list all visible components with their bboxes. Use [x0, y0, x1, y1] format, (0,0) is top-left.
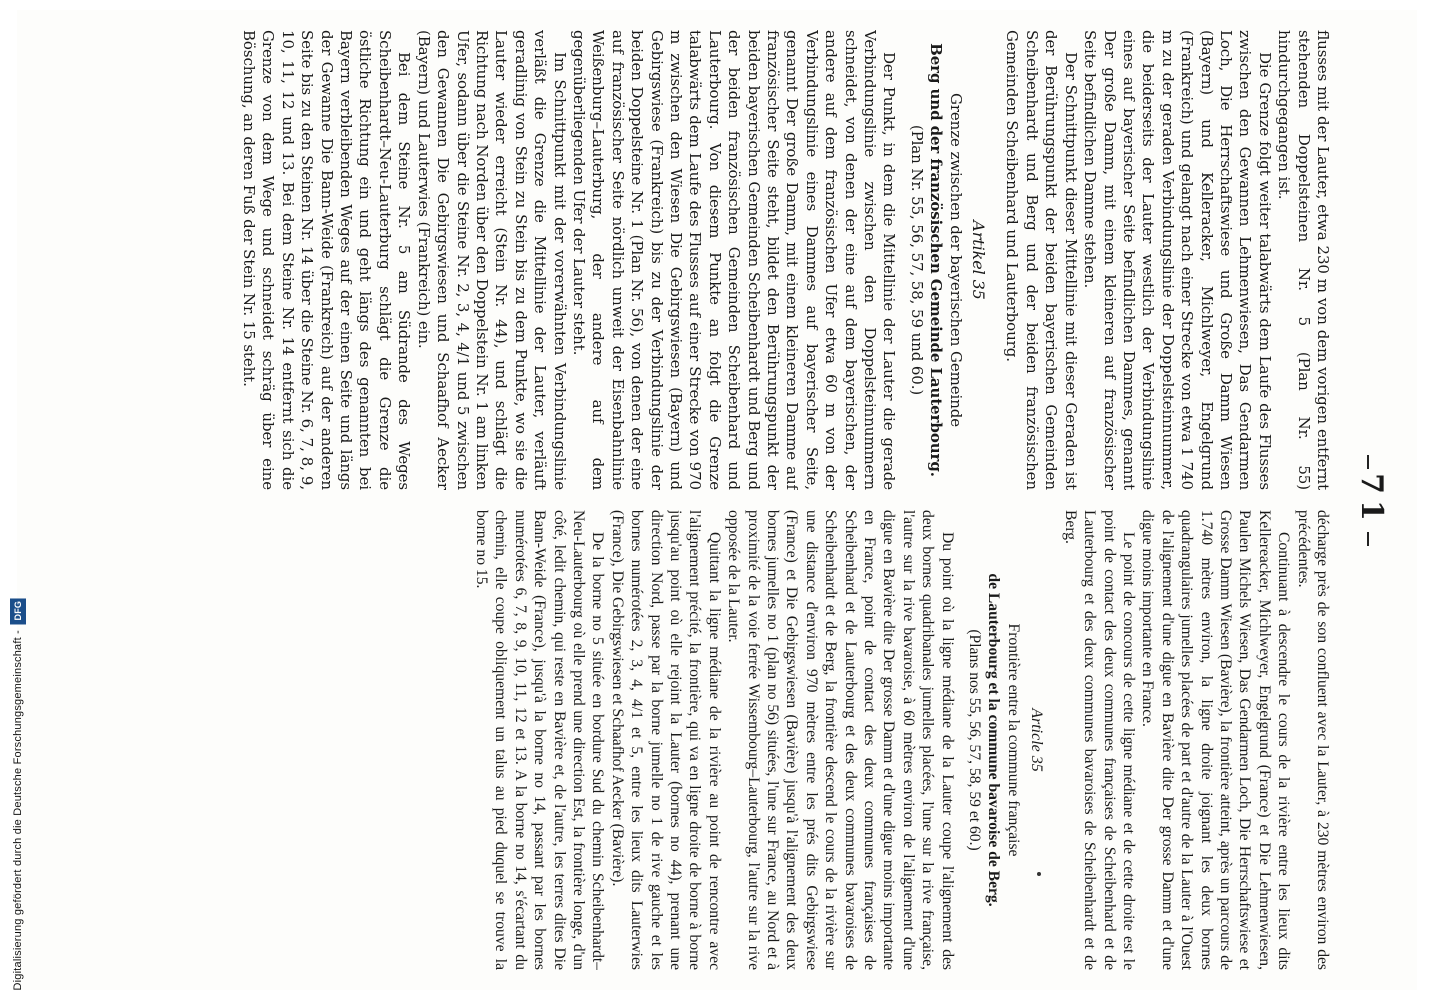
- page-number: 71: [1354, 473, 1389, 527]
- french-article-title: [965, 510, 1023, 970]
- german-paragraph-2: Der Schnittpunkt dieser Mittellinie mit dieser Geraden ist der Berührungspunkt der beiden bayerischen Gemeinden Scheibenhardt und Berg und der beiden französischen Gemeinden Scheibenhard und Lauterbourg.: [1003, 30, 1080, 490]
- rotated-page: [17, 10, 1417, 990]
- german-article-title: [906, 30, 964, 490]
- french-title-line-2: de Lauterbourg et la commune bavaroise de Berg.: [985, 573, 1003, 907]
- german-paragraph-3: Der Punkt, in dem die Mittellinie der Lauter die gerade Verbindungslinie zwischen den Doppelsteinnummern schneidet, von denen der eine auf dem bayerischen, der andere auf dem französischen Ufer etwa 60 m von der Verbindungslinie eines Dammes auf bayerischer Seite, genannt Der große Damm, mit einem kleineren Damme auf französischer Seite steht, bildet den Berührungspunkt der beiden bayerischen Gemeinden Scheibenhardt und Berg und der beiden französischen Gemeinden Scheibenhard und Lauterbourg. Von diesem Punkte an folgt die Grenze talabwärts dem Laufe des Flusses auf einer Strecke von 970 m zwischen den Wiesen Die Gebirgswiesen (Bayern) und Gebirgswiese (Frankreich) bis zu der Verbindungslinie der beiden Doppelsteine Nr. 1 (Plan Nr. 56), von denen der eine auf französischer Seite nördlich unweit der Eisenbahnlinie Weißenburg–Lauterburg, der andere auf dem gegenüberliegenden Ufer der Lauter steht.: [569, 30, 899, 490]
- dfg-logo-text: DFG: [13, 600, 23, 621]
- german-title-line-3: (Plan Nr. 55, 56, 57, 58, 59 und 60.): [907, 124, 926, 396]
- french-paragraph-3: Du point où la ligne médiane de la Lauter coupe l'alignement des deux bornes quadribanales jumelles placées, l'une sur la rive française, l'autre sur la rive bavaroise, à 60 mètres environ de l'alignement d'une digue en Bavière dite Der grosse Damm et d'une digue moins importante en France, point de contact des deux communes françaises de Scheibenhard et de Lauterbourg et des deux communes bavaroises de Scheibenhardt et de Berg, la frontière descend le cours de la rivière sur une distance d'environ 970 mètres entre les prés dits Gebirgswiese (France) et Die Gebirgswiesen (Bavière) jusqu'à l'alignement des deux bornes jumelles no 1 (plan no 56) situées, l'une sur France, au Nord et à proximité de la voie ferrée Wissembourg–Lauterbourg, l'autre sur la rive opposée de la Lauter.: [725, 510, 956, 970]
- german-title-line-1: Grenze zwischen der bayerischen Gemeinde: [946, 92, 965, 428]
- french-intro: décharge près de son confluent avec la Lauter, à 230 mètres environ des précédentes.: [1294, 510, 1331, 970]
- german-article-heading: Artikel 35: [969, 220, 989, 300]
- digitization-credit: [10, 598, 26, 990]
- german-column: [42, 30, 1332, 490]
- german-paragraph-5: Bei dem Steine Nr. 5 am Südrande des Weges Scheibenhardt–Neu-Lauterburg schlägt die Grenze die östliche Richtung ein und geht längs des genannten bei Bayern verbleibenden Weges auf der einen Seite und längs der Gewanne Die Bann-Weide (Frankreich) auf der anderen Seite bis zu den Steinen Nr. 14 über die Steine Nr. 6, 7, 8, 9, 10, 11, 12 und 13. Bei dem Steine Nr. 14 entfernt sich die Grenze von dem Wege und schneidet schräg über eine Böschung, an deren Fuß der Stein Nr. 15 steht.: [240, 30, 414, 490]
- digitization-credit-text: Digitalisierung gefördert durch die Deutsche Forschungsgemeinschaft -: [12, 629, 24, 990]
- french-column: [42, 510, 1332, 970]
- french-title-line-3: (Plans nos 55, 56, 57, 58, 59 et 60.): [966, 629, 984, 851]
- french-title-line-1: Frontière entre la commune française: [1004, 623, 1022, 857]
- german-paragraph-4: Im Schnittpunkt mit der vorerwähnten Verbindungslinie verläßt die Grenze die Mittellinie der Lauter, verläuft geradlinig von Stein zu Stein bis zu dem Punkte, wo sie die Lauter wieder erreicht (Stein Nr. 44), und schlägt die Richtung nach Norden über den Doppelstein Nr. 1 am linken Ufer, sodann über die Steine Nr. 2, 3, 4, 4/1 und 5 zwischen den Gewannen Die Gebirgswiesen und Schaafhof Aecker (Bayern) und Lauterwies (Frankreich) ein.: [414, 30, 569, 490]
- french-paragraph-4: Quittant la ligne médiane de la rivière au point de rencontre avec l'alignement précité, la frontière, qui va en ligne droite de borne à borne jusqu'au point où elle rejoint la Lauter (bornes no 44), prenant une direction Nord, passe par la borne jumelle no 1 de rive gauche et les bornes numérotées 2, 3, 4, 4/1 et 5, entre les lieux dits Lauterwies (France), Die Gebirgswiesen et Schaafhof Aecker (Bavière).: [608, 510, 723, 970]
- page-number-dash-right: [1367, 532, 1369, 546]
- german-paragraph-1: Die Grenze folgt weiter talabwärts dem Laufe des Flusses zwischen den Gewannen Lehmenwiesen, Das Gendarmen Loch, Die Herrschaftswiese und Große Damm Wiesen (Bayern) und Kelleracker, Michlweyer, Engelgrund (Frankreich) und gelangt nach einer Strecke von etwa 1 740 m zu der geraden Verbindungslinie der Doppelsteinnummer, die beiderseits der Lauter westlich der Verbindungslinie eines auf bayerischer Seite befindlichen Dammes, genannt Der große Damm, mit einem kleineren auf französischer Seite befindlichen Damme stehen.: [1081, 30, 1274, 490]
- french-article-heading: Article 35: [1028, 708, 1046, 772]
- dfg-logo-icon: [10, 598, 26, 624]
- german-title-line-2: Berg und der französischen Gemeinde Lauterbourg.: [927, 43, 946, 477]
- french-paragraph-1: Continuant à descendre le cours de la rivière entre les lieux dits Kellereacker, Michlweyer, Engelgrund (France) et Die Lehmenwiesen, Paulen Michels Wiesen, Das Gendarmen Loch, Die Herrschaftswiese et Grosse Damm Wiesen (Bavière), la frontière atteint, après un parcours de 1.740 mètres environ, la ligne droite joignant les deux bornes quadrangulaires jumelles placées de part et d'autre de la Lauter à l'Ouest de l'alignement d'une digue en Bavière dite Der grosse Damm et d'une digue moins importante en France.: [1139, 510, 1293, 970]
- german-intro: flusses mit der Lauter, etwa 230 m von dem vorigen entfernt stehenden Doppelsteinen Nr. 5 (Plan Nr. 55) hindurchgegangen ist.: [1275, 30, 1332, 490]
- french-paragraph-2: Le point de concours de cette ligne médiane et de cette droite est le point de contact des deux communes françaises de Scheibenhard et de Lauterbourg et des deux communes bavaroises de Scheibenhardt et de Berg.: [1061, 510, 1137, 970]
- french-paragraph-5: De la borne no 5 située en bordure Sud du chemin Scheibenhardt–Neu-Lauterbourg où elle prend une direction Est, la frontière longe, d'un côté, ledit chemin, qui reste en Bavière et, de l'autre, les terres dites Die Bann-Weide (France), jusqu'à la borne no 14, passant par les bornes numérotées 6, 7, 8, 9, 10, 11, 12 et 13. A la borne no 14, s'écartant du chemin, elle coupe obliquement un talus au pied duquel se trouve la borne no 15.: [472, 510, 607, 970]
- scan-speck: [1037, 872, 1041, 876]
